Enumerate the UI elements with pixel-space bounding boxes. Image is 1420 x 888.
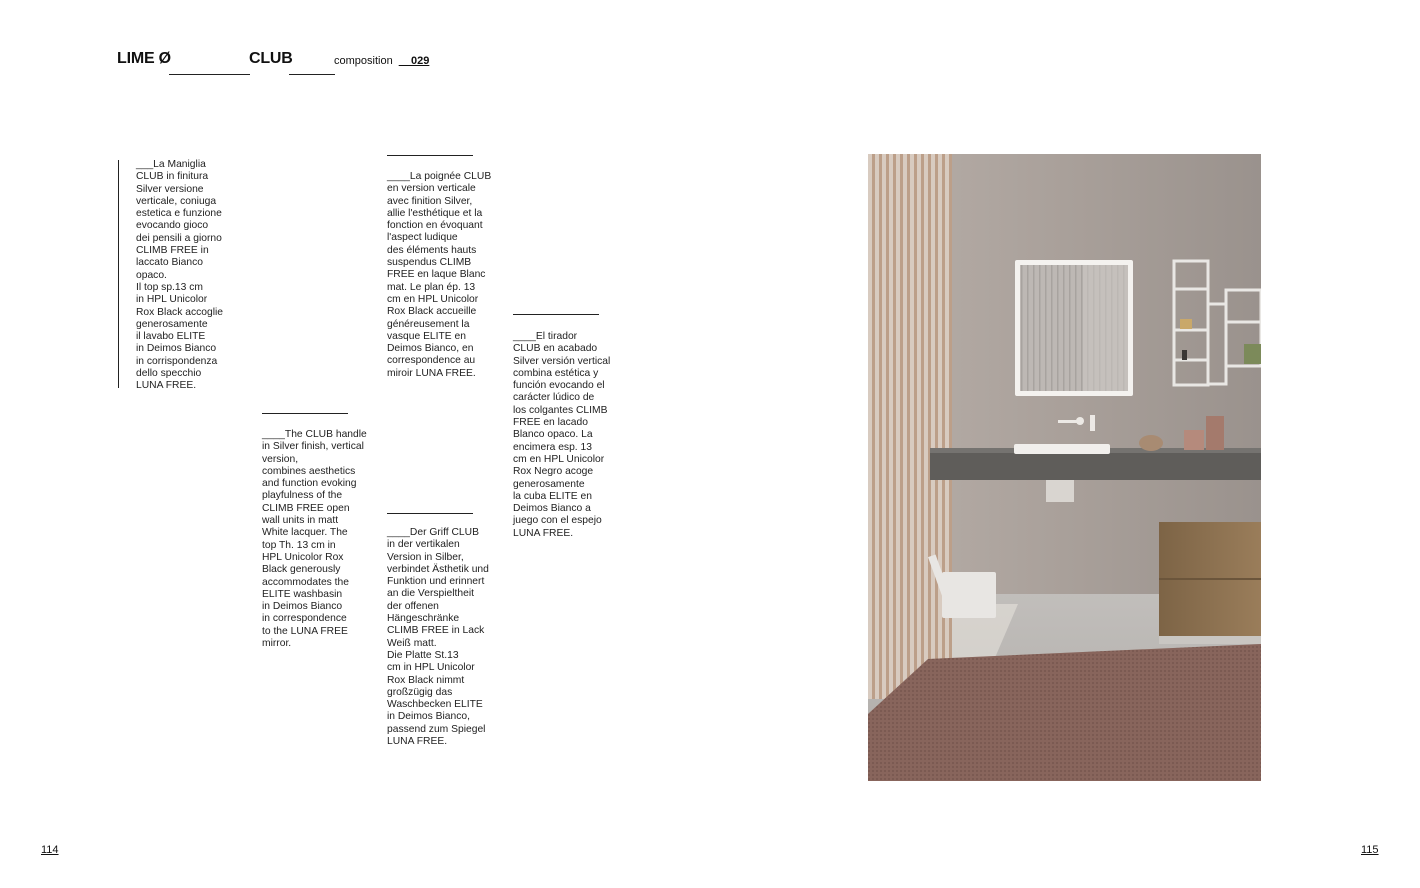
header-lime-label: LIME Ø (117, 50, 171, 67)
cabinet-base (1159, 636, 1261, 644)
wood-cabinet (1159, 522, 1261, 644)
composition-label (334, 55, 429, 67)
text-french: ____La poignée CLUB en version verticale avec finition Silver, allie l'esthétique et la fonction en évoquant l'aspect ludique des éléments hauts suspendus CLIMB FREE en laque Blanc mat. Le plan ép. 13 cm en HPL Unicolor Rox Black accueille généreusement la vasque ELITE en Deimos Bianco, en correspondence au miroir LUNA FREE. (387, 171, 492, 379)
header-club-label: CLUB (249, 50, 293, 67)
text-english: ____The CLUB handle in Silver finish, vertical version, combines aesthetics and function evoking playfulness of the CLIMB FREE open wall units in matt White lacquer. The top Th. 13 cm in HPL Unicolor Rox Black generously accommodates the ELITE washbasin in Deimos Bianco in correspondence to the LUNA FREE mirror. (262, 429, 367, 650)
italian-vertical-rule (118, 160, 119, 388)
bathroom-photo (868, 154, 1261, 781)
shelf-item-box (1244, 344, 1261, 364)
counter-bowl (1139, 435, 1163, 451)
counter-bracket (1046, 480, 1074, 502)
header-underline-1 (169, 74, 250, 75)
counter-stack-1 (1184, 430, 1204, 450)
header-underline-2 (289, 74, 335, 75)
page-number-left: 114 (41, 844, 59, 856)
text-german: ____Der Griff CLUB in der vertikalen Version in Silber, verbindet Ästhetik und Funktion und erinnert an die Verspieltheit der offenen Hängeschränke CLIMB FREE in Lack Weiß matt. Die Platte St.13 cm in HPL Unicolor Rox Black nimmt großzügig das Waschbecken ELITE in Deimos Bianco, passend zum Spiegel LUNA FREE. (387, 527, 489, 748)
composition-number: __029 (398, 55, 430, 67)
washbasin (1014, 444, 1110, 454)
mirror-reflection (1083, 265, 1128, 391)
german-rule (387, 513, 473, 514)
page-number-right: 115 (1361, 844, 1379, 856)
rug-shading (868, 644, 1261, 781)
french-rule (387, 155, 473, 156)
shelf-item-bottle (1182, 350, 1187, 360)
text-spanish: ____El tirador CLUB en acabado Silver versión vertical combina estética y función evocando el carácter lúdico de los colgantes CLIMB FREE en lacado Blanco opaco. La encimera esp. 13 cm en HPL Unicolor Rox Negro acoge generosamente la cuba ELITE en Deimos Bianco a juego con el espejo LUNA FREE. (513, 331, 611, 539)
english-rule (262, 413, 348, 414)
countertop (930, 450, 1261, 480)
shelf-item-jar (1180, 319, 1192, 329)
composition-word: composition (334, 55, 393, 67)
counter-stack-2 (1206, 416, 1224, 450)
text-italian: ___La Maniglia CLUB in finitura Silver versione verticale, coniuga estetica e funzione evocando gioco dei pensili a giorno CLIMB FREE in laccato Bianco opaco. Il top sp.13 cm in HPL Unicolor Rox Black accoglie generosamente il lavabo ELITE in Deimos Bianco in corrispondenza dello specchio LUNA FREE. (136, 159, 223, 392)
slat-screen-shadow (868, 154, 952, 699)
spanish-rule (513, 314, 599, 315)
